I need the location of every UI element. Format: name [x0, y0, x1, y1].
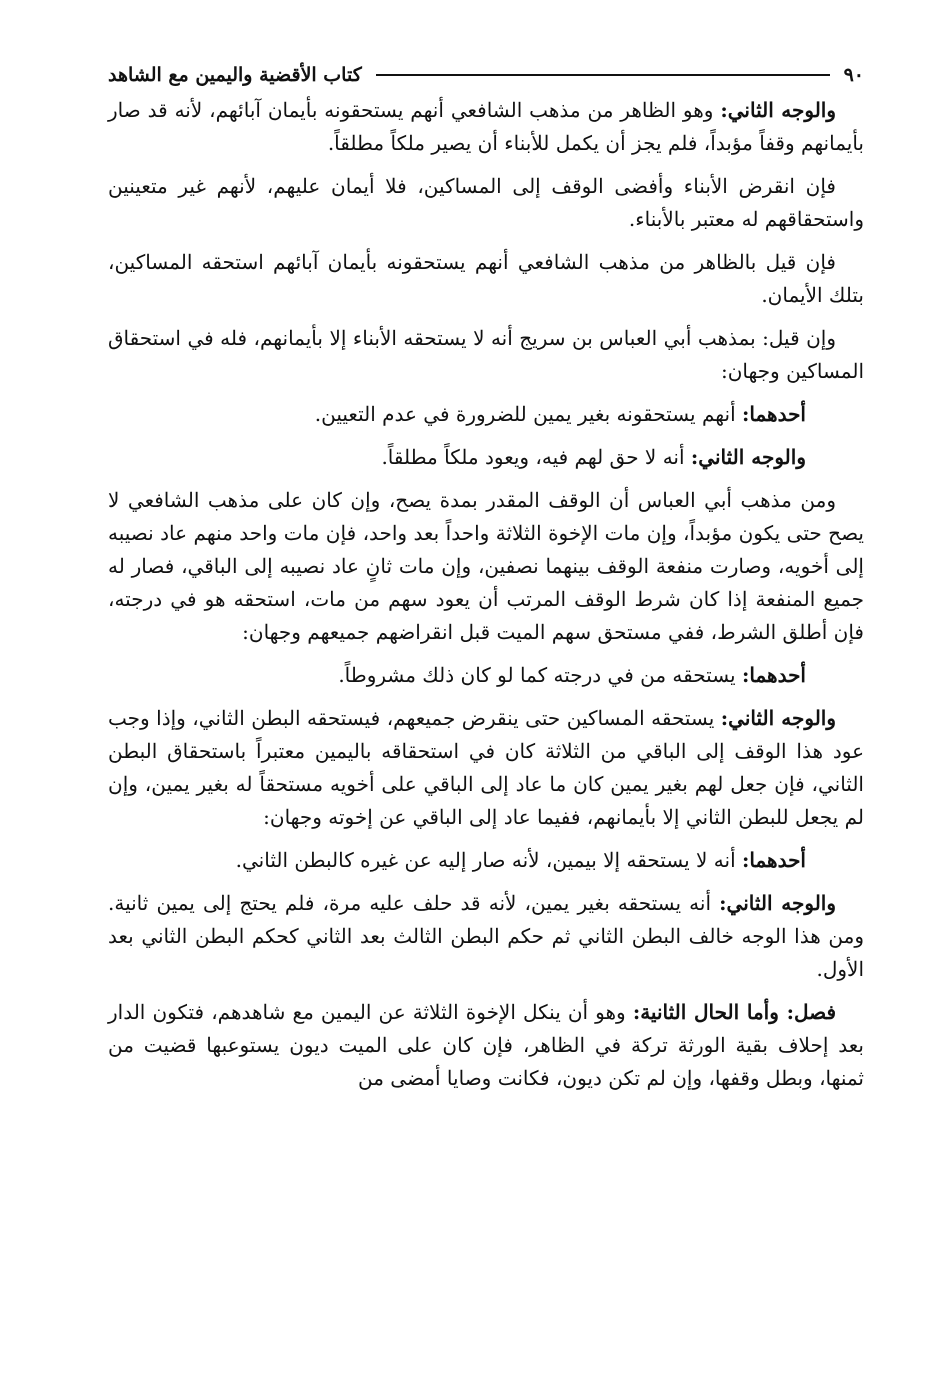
paragraph-text: أنهم يستحقونه بغير يمين للضرورة في عدم التعيين.: [314, 402, 742, 426]
paragraph-lead: والوجه الثاني:: [719, 891, 836, 915]
paragraph: [108, 170, 864, 236]
paragraph-text: أنه يستحقه بغير يمين، لأنه قد حلف عليه مرة، فلم يحتج إلى يمين ثانية. ومن هذا الوجه خالف البطن الثاني ثم حكم البطن الثالث بعد الثاني كحكم البطن الثاني بعد الأول.: [108, 891, 864, 981]
paragraph-lead: فصل: وأما الحال الثانية:: [632, 1000, 837, 1024]
paragraph: [108, 94, 864, 160]
running-header: [108, 60, 864, 90]
book-title: كتاب الأقضية واليمين مع الشاهد: [108, 64, 362, 86]
paragraph-text: وإن قيل: بمذهب أبي العباس بن سريج أنه لا يستحقه الأبناء إلا بأيمانهم، فله في استحقاق المساكين وجهان:: [108, 326, 864, 383]
paragraph: [108, 996, 864, 1095]
header-rule: [376, 74, 830, 76]
paragraph-text: فإن انقرض الأبناء وأفضى الوقف إلى المساكين، فلا أيمان عليهم، لأنهم غير متعينين واستحقاقهم له معتبر بالأبناء.: [108, 174, 864, 231]
paragraph-text: فإن قيل بالظاهر من مذهب الشافعي أنهم يستحقونه بأيمان آبائهم استحقه المساكين، بتلك الأيمان.: [108, 250, 864, 307]
paragraph-text: يستحقه من في درجته كما لو كان ذلك مشروطاً.: [338, 663, 742, 687]
paragraph-text: أنه لا حق لهم فيه، ويعود ملكاً مطلقاً.: [381, 445, 691, 469]
paragraph-lead: أحدهما:: [741, 402, 806, 426]
paragraph-lead: والوجه الثاني:: [720, 98, 836, 122]
paragraph-lead: أحدهما:: [741, 663, 806, 687]
paragraph: [108, 887, 864, 986]
paragraph: [108, 441, 864, 474]
paragraph-lead: أحدهما:: [741, 848, 806, 872]
paragraph-text: وهو الظاهر من مذهب الشافعي أنهم يستحقونه بأيمان آبائهم، لأنه قد صار بأيمانهم وقفاً مؤبداً، فلم يجز أن يكمل للأبناء أن يصير ملكاً مطلقاً.: [108, 98, 864, 155]
paragraph-lead: والوجه الثاني:: [690, 445, 806, 469]
paragraph: [108, 659, 864, 692]
paragraph: [108, 484, 864, 649]
main-text: [108, 94, 864, 1105]
paragraph: [108, 246, 864, 312]
paragraph-text: ومن مذهب أبي العباس أن الوقف المقدر بمدة يصح، وإن كان على مذهب الشافعي لا يصح حتى يكون مؤبداً، وإن مات الإخوة الثلاثة واحداً بعد واحد، فإن مات واحد منهم عاد نصيبه إلى أخويه، وصارت منفعة الوقف بينهما نصفين، وإن مات ثانٍ عاد نصيبه إلى الباقي، فصار له جميع المنفعة إذا كان شرط الوقف المرتب أن يعود سهم من مات، استحقه هو في درجته، فإن أطلق الشرط، ففي مستحق سهم الميت قبل انقراضهم جميعهم وجهان:: [108, 488, 865, 644]
paragraph-lead: والوجه الثاني:: [720, 706, 836, 730]
paragraph: [108, 702, 864, 834]
paragraph-text: يستحقه المساكين حتى ينقرض جميعهم، فيستحقه البطن الثاني، وإذا وجب عود هذا الوقف إلى الباقي من الثلاثة كان في استحقاقه باليمين معتبراً باستحقاق البطن الثاني، فإن جعل لهم بغير يمين كان ما عاد إلى الباقي على أخويه مستحقاً له بغير يمين، وإن لم يجعل للبطن الثاني إلا بأيمانهم، ففيما عاد إلى الباقي عن إخوته وجهان:: [108, 706, 864, 829]
page-number: ٩٠: [843, 64, 864, 86]
paragraph: [108, 398, 864, 431]
paragraph: [108, 844, 864, 877]
paragraph: [108, 322, 864, 388]
paragraph-text: أنه لا يستحقه إلا بيمين، لأنه صار إليه عن غيره كالبطن الثاني.: [235, 848, 742, 872]
paragraph-text: وهو أن ينكل الإخوة الثلاثة عن اليمين مع شاهدهم، فتكون الدار بعد إحلاف بقية الورثة تركة في الظاهر، فإن كان على الميت ديون يستوعبها قضيت من ثمنها، وبطل وقفها، وإن لم تكن ديون، فكانت وصايا أمضى من: [108, 1000, 864, 1090]
